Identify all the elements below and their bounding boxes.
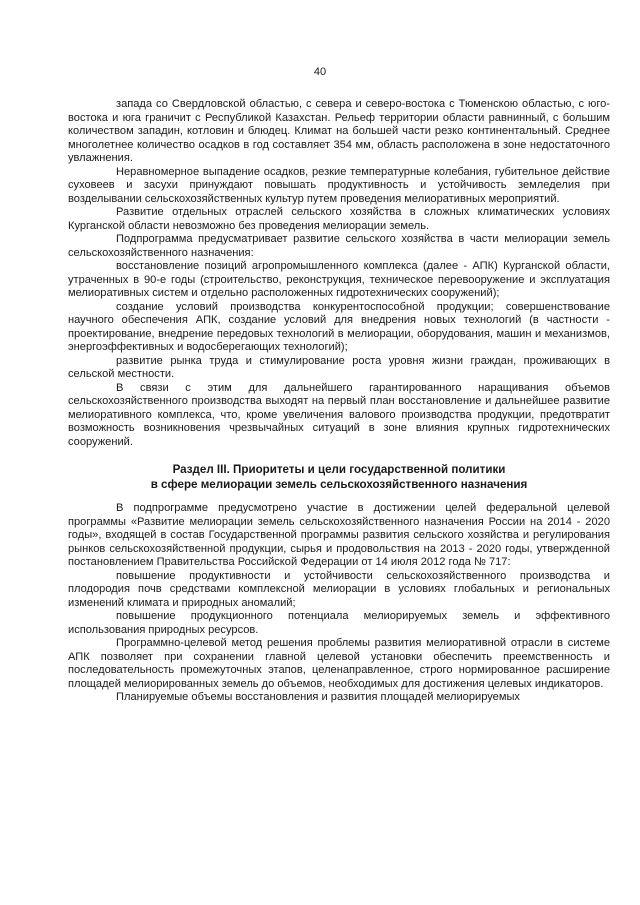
page-body [68, 98, 610, 705]
paragraph: Неравномерное выпадение осадков, резкие температурные колебания, губительное действие суховеев и засухи принуждают повышать продуктивность и устойчивость земледелия при возделывании сельскохозяйственных культур путем проведения мелиоративных мероприятий. [68, 165, 610, 205]
list-item: создание условий производства конкурентоспособной продукции; совершенствование научного обеспечения АПК, создание условий для внедрения новых технологий (в частности - проектирование, внедрение передовых технологий в мелиорации, оборудования, машин и механизмов, энергоэффективных и водосберегающих технологий); [68, 300, 610, 353]
list-item: повышение продукционного потенциала мелиорируемых земель и эффективного использования природных ресурсов. [68, 610, 610, 636]
list-item: восстановление позиций агропромышленного комплекса (далее - АПК) Курганской области, утраченных в 90-е годы (строительство, реконструкция, техническое перевооружение и эксплуатация мелиоративных систем и отдельно расположенных гидротехнических сооружений); [68, 260, 610, 299]
paragraph: Планируемые объемы восстановления и развития площадей мелиорируемых [116, 691, 520, 703]
page-number: 40 [313, 66, 327, 78]
list-item: повышение продуктивности и устойчивости сельскохозяйственного производства и плодородия почв средствами комплексной мелиорации в условиях глобальных и региональных изменений климата и природных аномалий; [68, 569, 610, 609]
paragraph: Развитие отдельных отраслей сельского хозяйства в сложных климатических условиях Курганской области невозможно без проведения мелиорации земель. [68, 206, 610, 232]
paragraph: Подпрограмма предусматривает развитие сельского хозяйства в части мелиорации земель сельскохозяйственного назначения: [68, 233, 610, 259]
section-heading-line: в сфере мелиорации земель сельскохозяйственного назначения [150, 478, 528, 491]
paragraph: запада со Свердловской областью, с севера и северо-востока с Тюменскою областью, с юго-востока и юга граничит с Республикой Казахстан. Рельеф территории области равнинный, с большим количеством западин, котловин и блюдец. Климат на большей части резко континентальный. Среднее многолетнее количество осадков в год составляет 354 мм, область расположена в зоне недостаточного увлажнения. [68, 98, 610, 164]
list-item: развитие рынка труда и стимулирование роста уровня жизни граждан, проживающих в сельской местности. [68, 354, 610, 380]
section-heading [68, 462, 610, 492]
paragraph: В подпрограмме предусмотрено участие в достижении целей федеральной целевой программы «Развитие мелиорации земель сельскохозяйственного назначения России на 2014 - 2020 годы», входящей в состав Государственной программы развития сельского хозяйства и регулирования рынков сельскохозяйственной продукции, сырья и продовольствия на 2013 - 2020 годы, утвержденной постановлением Правительства Российской Федерации от 14 июля 2012 года № 717: [68, 502, 610, 568]
section-heading-line: Раздел III. Приоритеты и цели государственной политики [172, 463, 506, 476]
paragraph: В связи с этим для дальнейшего гарантированного наращивания объемов сельскохозяйственного производства выходят на первый план восстановление и дальнейшее развитие мелиоративного комплекса, что, кроме увеличения валового производства продукции, предотвратит возможность возникновения чрезвычайных ситуаций в зоне влияния крупных гидротехнических сооружений. [68, 381, 610, 448]
paragraph: Программно-целевой метод решения проблемы развития мелиоративной отрасли в системе АПК позволяет при сохранении главной целевой установки обеспечить преемственность и последовательность промежуточных этапов, целенаправленное, строго нормированное расширение площадей мелиорированных земель до объемов, необходимых для достижения целевых индикаторов. [68, 637, 610, 690]
